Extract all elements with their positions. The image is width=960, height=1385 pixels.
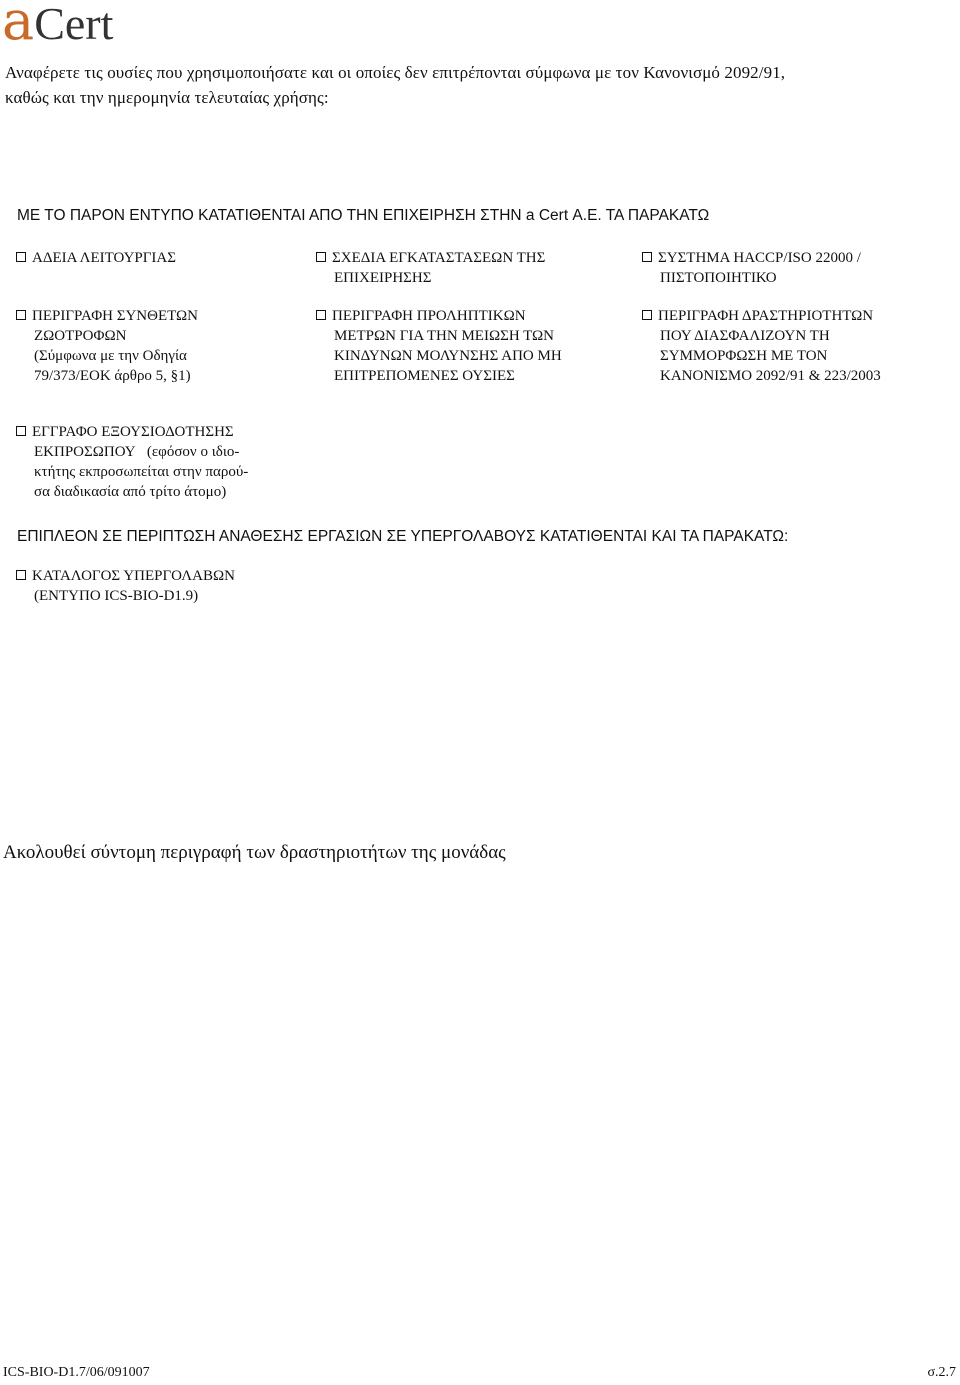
intro-line-2: καθώς και την ημερομηνία τελευταίας χρήσης: bbox=[5, 88, 329, 107]
checkbox[interactable] bbox=[16, 570, 26, 580]
item-label: ΕΠΙΤΡΕΠΟΜΕΝΕΣ ΟΥΣΙΕΣ bbox=[334, 368, 515, 384]
checkbox-item-haccp bbox=[642, 248, 861, 288]
item-label: ΖΩΟΤΡΟΦΩΝ bbox=[34, 328, 127, 344]
item-label: ΕΓΓΡΑΦΟ ΕΞΟΥΣΙΟΔΟΤΗΣΗΣ bbox=[32, 424, 234, 440]
item-label: ΣΥΣΤΗΜΑ HACCP/ISO 22000 / bbox=[658, 250, 861, 266]
checkbox-item-subcontractors bbox=[16, 566, 235, 606]
intro-line-1: Αναφέρετε τις ουσίες που χρησιμοποιήσατε και οι οποίες δεν επιτρέπονται σύμφωνα με τον Κανονισμό 2092/91, bbox=[5, 63, 786, 82]
item-label: ΚΙΝΔΥΝΩΝ ΜΟΛΥΝΣΗΣ ΑΠΟ ΜΗ bbox=[334, 348, 562, 364]
item-label: ΣΧΕΔΙΑ ΕΓΚΑΤΑΣΤΑΣΕΩΝ ΤΗΣ bbox=[332, 250, 546, 266]
item-label: ΣΥΜΜΟΡΦΩΣΗ ΜΕ ΤΟΝ bbox=[660, 348, 828, 364]
activities-description-prompt: Ακολουθεί σύντομη περιγραφή των δραστηριοτήτων της μονάδας bbox=[3, 842, 506, 863]
item-label: ΠΟΥ ΔΙΑΣΦΑΛΙΖΟΥΝ ΤΗ bbox=[660, 328, 830, 344]
item-label: ΠΕΡΙΓΡΑΦΗ ΠΡΟΛΗΠΤΙΚΩΝ bbox=[332, 308, 526, 324]
item-label: ΕΚΠΡΟΣΩΠΟΥ bbox=[34, 444, 136, 460]
item-note: 79/373/ΕΟΚ άρθρο 5, §1) bbox=[34, 368, 191, 384]
item-label: ΠΙΣΤΟΠΟΙΗΤΙΚΟ bbox=[660, 270, 777, 286]
footer-page-number: σ.2.7 bbox=[927, 1365, 956, 1380]
checkbox-item-preventive-measures bbox=[316, 306, 562, 386]
item-label: ΠΕΡΙΓΡΑΦΗ ΣΥΝΘΕΤΩΝ bbox=[32, 308, 199, 324]
item-note: (εφόσον ο ιδιο- bbox=[146, 444, 240, 460]
item-label: (ΕΝΤΥΠΟ ICS-BIO-D1.9) bbox=[34, 588, 199, 604]
item-note: (Σύμφωνα με την Οδηγία bbox=[34, 348, 187, 364]
logo-letter-a: a bbox=[2, 0, 35, 52]
acert-logo bbox=[2, 0, 114, 52]
checkbox[interactable] bbox=[316, 252, 326, 262]
checkbox-item-licence bbox=[16, 248, 176, 268]
checkbox[interactable] bbox=[16, 426, 26, 436]
item-label: ΚΑΤΑΛΟΓΟΣ ΥΠΕΡΓΟΛΑΒΩΝ bbox=[32, 568, 235, 584]
checkbox-item-plans bbox=[316, 248, 545, 288]
checkbox-item-feed bbox=[16, 306, 198, 386]
checkbox-item-authorization bbox=[16, 422, 248, 502]
item-label: ΕΠΙΧΕΙΡΗΣΗΣ bbox=[334, 270, 432, 286]
section-heading-subcontracting: ΕΠΙΠΛΕΟΝ ΣΕ ΠΕΡΙΠΤΩΣΗ ΑΝΑΘΕΣΗΣ ΕΡΓΑΣΙΩΝ ΣΕ ΥΠΕΡΓΟΛΑΒΟΥΣ ΚΑΤΑΤΙΘΕΝΤΑΙ ΚΑΙ ΤΑ ΠΑΡΑΚΑΤΩ: bbox=[17, 528, 789, 545]
logo-word-cert: Cert bbox=[34, 0, 114, 49]
section-heading-submitted-documents: ΜΕ ΤΟ ΠΑΡΟΝ ΕΝΤΥΠΟ ΚΑΤΑΤΙΘΕΝΤΑΙ ΑΠΟ ΤΗΝ ΕΠΙΧΕΙΡΗΣΗ ΣΤΗΝ a Cert Α.Ε. ΤΑ ΠΑΡΑΚΑΤΩ bbox=[17, 207, 710, 224]
item-label: ΑΔΕΙΑ ΛΕΙΤΟΥΡΓΙΑΣ bbox=[32, 250, 176, 266]
item-note: σα διαδικασία από τρίτο άτομο) bbox=[34, 484, 227, 500]
item-label: ΚΑΝΟΝΙΣΜΟ 2092/91 & 223/2003 bbox=[660, 368, 881, 384]
checkbox[interactable] bbox=[642, 310, 652, 320]
item-label: ΜΕΤΡΩΝ ΓΙΑ ΤΗΝ ΜΕΙΩΣΗ ΤΩΝ bbox=[334, 328, 555, 344]
checkbox[interactable] bbox=[642, 252, 652, 262]
footer-document-code: ICS-BIO-D1.7/06/091007 bbox=[3, 1365, 150, 1380]
intro-paragraph bbox=[5, 60, 955, 110]
checkbox[interactable] bbox=[316, 310, 326, 320]
checkbox[interactable] bbox=[16, 252, 26, 262]
checkbox-item-activities bbox=[642, 306, 881, 386]
checkbox[interactable] bbox=[16, 310, 26, 320]
item-note: κτήτης εκπροσωπείται στην παρού- bbox=[34, 464, 249, 480]
item-label: ΠΕΡΙΓΡΑΦΗ ΔΡΑΣΤΗΡΙΟΤΗΤΩΝ bbox=[658, 308, 874, 324]
